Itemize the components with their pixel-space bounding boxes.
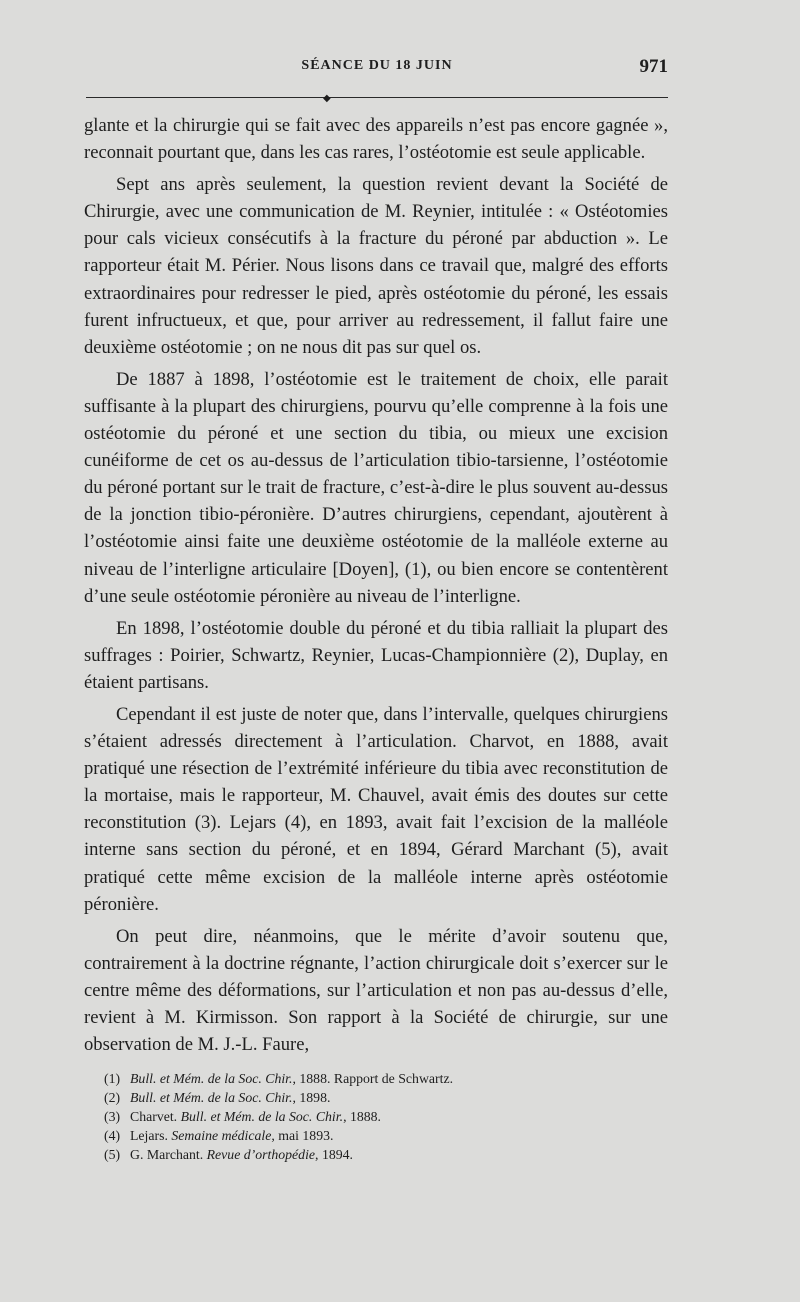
footnote-mark: (5) [104,1147,121,1162]
footnote-author: Lejars. [130,1128,172,1143]
footnote-mark: (2) [104,1090,121,1105]
page-number: 971 [639,56,668,77]
running-title: SÉANCE DU 18 JUIN [301,58,453,73]
footnote-text [130,1107,381,1126]
footnote-title: Bull. et Mém. de la Soc. Chir. [130,1090,293,1105]
footnote [104,1145,664,1164]
footnote-text [130,1069,453,1088]
footnote-mark: (3) [104,1109,121,1124]
footnote-detail: , 1888. Rapport de Schwartz. [292,1071,454,1086]
footnote-title: Revue d’orthopédie [206,1147,316,1162]
paragraph: Sept ans après seulement, la question revient devant la Société de Chirurgie, avec une communication de M. Reynier, intitulée : « Ostéotomies pour cals vicieux consécutifs à la fracture du péroné par abduction ». Le rapporteur était M. Périer. Nous lisons dans ce travail que, malgré des efforts extraordinaires pour redresser le pied, après ostéotomie du péroné, les essais furent infructueux, et que, pour arriver au redressement, il fallut faire une deuxième ostéotomie ; on ne nous dit pas sur quel os. [84,174,668,358]
footnote-title: Bull. et Mém. de la Soc. Chir. [180,1109,344,1124]
footnote-detail: , 1898. [292,1090,331,1105]
footnote [104,1107,664,1126]
footnote [104,1126,664,1145]
rule-ornament: ◆ [323,93,331,104]
footnote-detail: , 1894. [315,1147,353,1162]
paragraph: On peut dire, néanmoins, que le mérite d’avoir soutenu que, contrairement à la doctrine régnante, l’action chirurgicale doit s’exercer sur le centre même des déformations, sur l’articulation et non pas au-dessus d’elle, revient à M. Kirmisson. Son rapport à la Société de chirurgie, sur une observation de M. J.-L. Faure, [84,925,668,1056]
footnote-mark: (1) [104,1071,121,1086]
footnote [104,1069,664,1088]
paragraph: Cependant il est juste de noter que, dans l’intervalle, quelques chirurgiens s’étaient adressés directement à l’articulation. Charvot, en 1888, avait pratiqué une résection de l’extrémité inférieure du tibia avec reconstitution de la mortaise, mais le rapporteur, M. Chauvel, avait émis des doutes sur cette reconstitution (3). Lejars (4), en 1893, avait fait l’excision de la malléole interne sans section du péroné, et en 1894, Gérard Marchant (5), avait pratiqué cette même excision de la malléole interne après ostéotomie péronière. [84,703,668,915]
footnote-title: Semaine médicale [171,1128,272,1143]
footnote-text [130,1088,330,1107]
footnotes [104,1069,664,1164]
footnote-mark: (4) [104,1128,121,1143]
footnote-author: Charvet. [130,1109,181,1124]
paragraph: glante et la chirurgie qui se fait avec des appareils n’est pas encore gagnée », reconnait pourtant que, dans les cas rares, l’ostéotomie est seule applicable. [84,115,668,164]
footnote-author: G. Marchant. [130,1147,207,1162]
page-header [86,58,668,86]
footnote-title: Bull. et Mém. de la Soc. Chir. [130,1071,293,1086]
footnote-detail: , mai 1893. [271,1128,334,1143]
footnote [104,1088,664,1107]
footnote-detail: , 1888. [343,1109,382,1124]
footnote-text [130,1145,353,1164]
footnote-text [130,1126,333,1145]
body-text [84,112,668,1063]
header-rule [86,97,668,98]
paragraph: En 1898, l’ostéotomie double du péroné et du tibia ralliait la plupart des suffrages : Poirier, Schwartz, Reynier, Lucas-Championnière (2), Duplay, en étaient partisans. [84,617,668,693]
paragraph: De 1887 à 1898, l’ostéotomie est le traitement de choix, elle parait suffisante à la plupart des chirurgiens, pourvu qu’elle comprenne à la fois une ostéotomie du péroné et une section du tibia, ou mieux une excision cunéiforme de cet os au-dessus de l’articulation tibio-tarsienne, l’ostéotomie du péroné portant sur le trait de fracture, c’est-à-dire le plus souvent au-dessus de la jonction tibio-péronière. D’autres chirurgiens, cependant, ajoutèrent à l’ostéotomie ainsi faite une deuxième ostéotomie de la malléole externe au niveau de l’interligne articulaire [Doyen], (1), ou bien encore se contentèrent d’une seule ostéotomie péronière au niveau de l’interligne. [84,368,668,607]
